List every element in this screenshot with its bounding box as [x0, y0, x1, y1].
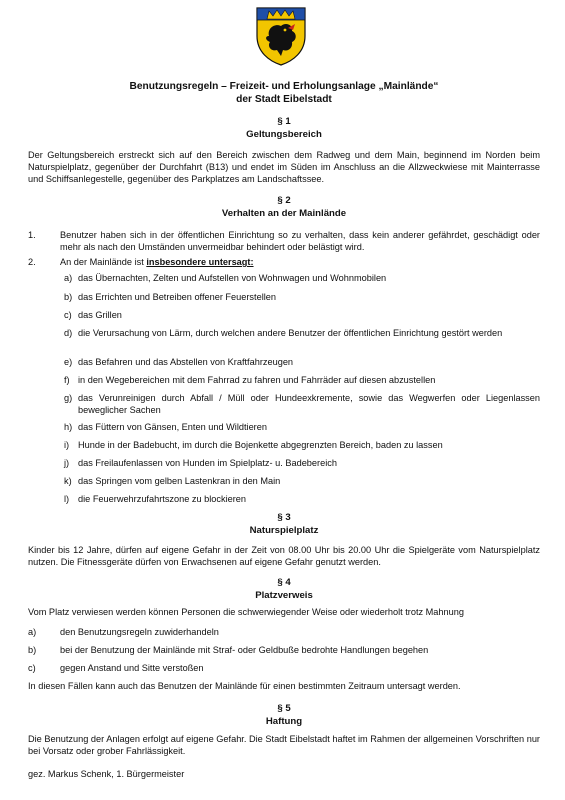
list-text: den Benutzungsregeln zuwiderhandeln — [60, 627, 219, 637]
list-text: bei der Benutzung der Mainlände mit Straf- oder Geldbuße bedrohte Handlungen begehen — [60, 645, 429, 655]
section-3-heading — [28, 512, 540, 537]
list-letter: i) — [64, 440, 70, 450]
list-text: das Füttern von Gänsen, Enten und Wildtieren — [78, 422, 267, 432]
section-3-text: Kinder bis 12 Jahre, dürfen auf eigene Gefahr in der Zeit von 08.00 Uhr bis 20.00 Uhr die Spielgeräte vom Naturspielplatz nutzen. Die Fitnessgeräte dürfen von Erwachsenen auf eigene Gefahr genutzt werden. — [28, 545, 540, 568]
item-number: 2. — [28, 257, 36, 267]
item-text — [60, 256, 540, 268]
document-title — [28, 80, 540, 106]
section-2-heading — [28, 195, 540, 220]
section-number: § 5 — [277, 703, 291, 714]
title-line-2: der Stadt Eibelstadt — [236, 94, 332, 105]
list-text: Hunde in der Badebucht, im durch die Bojenkette abgegrenzten Bereich, baden zu lassen — [78, 440, 443, 450]
list-letter: g) — [64, 393, 73, 403]
list-text: das Springen vom gelben Lastenkran in den Main — [78, 476, 281, 486]
item-emphasis: insbesondere untersagt: — [146, 257, 254, 267]
section-5-text: Die Benutzung der Anlagen erfolgt auf eigene Gefahr. Die Stadt Eibelstadt haftet im Rahmen der allgemeinen Vorschriften nur bei Vorsatz oder grober Fahrlässigkeit. — [28, 734, 540, 757]
item-number: 1. — [28, 230, 36, 240]
list-letter: f) — [64, 375, 70, 385]
list-text: das Freilaufenlassen von Hunden im Spielplatz- u. Badebereich — [78, 458, 337, 468]
list-text: das Verunreinigen durch Abfall / Müll oder Hundeexkremente, sowie das Wegwerfen oder Liegenlassen beweglicher Sachen — [78, 393, 540, 416]
title-line-1: Benutzungsregeln – Freizeit- und Erholungsanlage „Mainlände“ — [129, 81, 439, 92]
section-4-intro: Vom Platz verwiesen werden können Personen die schwerwiegender Weise oder wiederholt trotz Mahnung — [28, 607, 464, 617]
item-intro: An der Mainlände ist — [60, 257, 147, 267]
item-text: Benutzer haben sich in der öffentlichen Einrichtung so zu verhalten, dass kein anderer gefährdet, geschädigt oder mehr als nach den Umständen unvermeidbar behindert oder belästigt wird. — [60, 230, 540, 253]
list-letter: d) — [64, 328, 73, 338]
list-text: das Errichten und Betreiben offener Feuerstellen — [78, 292, 276, 302]
section-number: § 4 — [277, 577, 291, 588]
list-letter: c) — [28, 663, 36, 673]
list-letter: a) — [64, 273, 73, 283]
list-letter: h) — [64, 422, 73, 432]
list-text: gegen Anstand und Sitte verstoßen — [60, 663, 204, 673]
section-number: § 1 — [277, 116, 291, 127]
section-title: Geltungsbereich — [246, 128, 322, 140]
list-text: die Feuerwehrzufahrtszone zu blockieren — [78, 494, 247, 504]
signature: gez. Markus Schenk, 1. Bürgermeister — [28, 769, 185, 779]
list-text: in den Wegebereichen mit dem Fahrrad zu fahren und Fahrräder auf diesen abzustellen — [78, 375, 436, 385]
list-text: das Übernachten, Zelten und Aufstellen von Wohnwagen und Wohnmobilen — [78, 273, 387, 283]
section-4-heading — [28, 577, 540, 602]
list-letter: l) — [64, 494, 70, 504]
list-letter: j) — [64, 458, 70, 468]
list-letter: k) — [64, 476, 72, 486]
section-number: § 2 — [277, 195, 291, 206]
list-text: das Grillen — [78, 310, 122, 320]
section-title: Verhalten an der Mainlände — [221, 207, 347, 219]
list-letter: b) — [28, 645, 37, 655]
section-4-outro: In diesen Fällen kann auch das Benutzen der Mainlände für einen bestimmten Zeitraum untersagt werden. — [28, 681, 461, 691]
list-letter: e) — [64, 357, 73, 367]
list-text: das Befahren und das Abstellen von Kraftfahrzeugen — [78, 357, 294, 367]
section-title: Haftung — [265, 715, 303, 727]
list-text: die Verursachung von Lärm, durch welchen andere Benutzer der öffentlichen Einrichtung gestört werden — [78, 328, 503, 338]
list-letter: c) — [64, 310, 72, 320]
coat-of-arms-icon — [255, 6, 307, 66]
section-number: § 3 — [277, 512, 291, 523]
section-5-heading — [28, 703, 540, 728]
section-1-heading — [28, 116, 540, 141]
list-letter: b) — [64, 292, 73, 302]
list-letter: a) — [28, 627, 37, 637]
section-title: Platzverweis — [255, 589, 313, 601]
section-title: Naturspielplatz — [249, 524, 319, 536]
section-1-text: Der Geltungsbereich erstreckt sich auf den Bereich zwischen dem Radweg und dem Main, beginnend im Norden beim Naturspielplatz, gegenüber der Durchfahrt (B13) und endet im Süden im Anschluss an die Allzweckwiese mit Mainterrasse und Schiffsanlegestelle, gegenüber des Parkplatzes am Landschaftssee. — [28, 150, 540, 185]
